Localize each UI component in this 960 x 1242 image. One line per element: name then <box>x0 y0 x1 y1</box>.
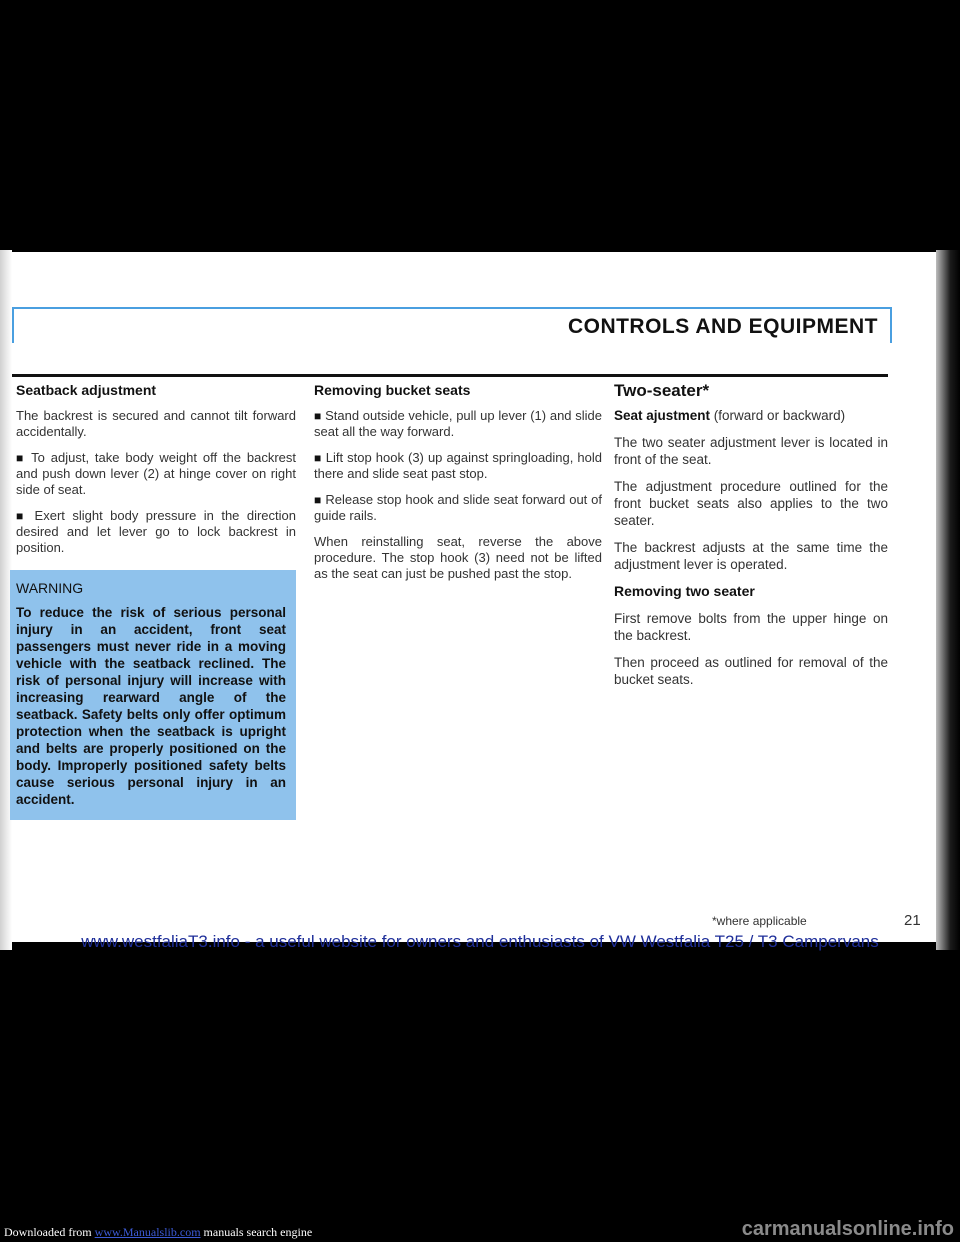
heading-seatback-adjustment: Seatback adjustment <box>16 382 157 398</box>
paragraph-text: Exert slight body pressure in the direction desired and let lever go to lock backrest in position. <box>16 508 296 555</box>
list-item-text: Stand outside vehicle, pull up lever (1) and slide seat all the way forward. <box>314 408 602 439</box>
section-header <box>12 307 892 343</box>
warning-box <box>10 570 296 820</box>
subheading-seat-adjustment <box>614 407 888 424</box>
site-banner-link[interactable]: www.westfaliaT3.info - a useful website for owners and enthusiasts of VW Westfalia T25 / T3 Campervans <box>81 932 879 951</box>
header-rule <box>12 374 888 377</box>
watermark-logo: carmanualsonline.info <box>741 1218 954 1240</box>
bullet-icon: ■ <box>314 409 322 423</box>
paragraph: Then proceed as outlined for removal of the bucket seats. <box>614 655 888 687</box>
list-item-text: Release stop hook and slide seat forward out of guide rails. <box>314 492 602 523</box>
heading-removing-two-seater: Removing two seater <box>614 583 755 599</box>
page-binding-shadow <box>936 250 960 950</box>
warning-text: To reduce the risk of serious personal injury in an accident, front seat passengers must never ride in a moving vehicle with the seatback reclined. The risk of personal injury will increase with increasing rearward angle of the seatback. Safety belts only offer optimum protection when the seatback is upright and belts are properly positioned on the body. Improperly positioned safety belts cause serious personal injury in an accident. <box>16 605 286 807</box>
bullet-icon: ■ <box>16 451 26 465</box>
list-item-text: Lift stop hook (3) up against springloading, hold there and slide seat past stop. <box>314 450 602 481</box>
download-suffix: manuals search engine <box>203 1225 313 1239</box>
footnote: *where applicable <box>712 914 807 928</box>
manualslib-link[interactable]: www.Manualslib.com <box>94 1225 201 1239</box>
column-seatback-adjustment <box>16 382 296 820</box>
paragraph: The backrest adjusts at the same time the adjustment lever is operated. <box>614 540 888 572</box>
bullet-icon: ■ <box>314 493 322 507</box>
bullet-icon: ■ <box>314 451 322 465</box>
column-removing-bucket-seats <box>314 382 602 592</box>
paragraph: When reinstalling seat, reverse the above procedure. The stop hook (3) need not be lifted as the seat can just be pushed past the stop. <box>314 534 602 581</box>
paragraph <box>16 508 296 556</box>
paragraph: The two seater adjustment lever is located in front of the seat. <box>614 435 888 467</box>
warning-title: WARNING <box>16 580 84 596</box>
list-item <box>314 450 602 482</box>
subheading-bold: Seat ajustment <box>614 408 711 423</box>
heading-removing-bucket-seats: Removing bucket seats <box>314 382 471 398</box>
download-credit <box>4 1225 312 1240</box>
page-number: 21 <box>904 912 921 929</box>
paragraph: First remove bolts from the upper hinge on the backrest. <box>614 611 888 643</box>
paragraph-text: To adjust, take body weight off the backrest and push down lever (2) at hinge cover on right side of seat. <box>16 450 297 497</box>
list-item <box>314 492 602 524</box>
paragraph: The adjustment procedure outlined for the front bucket seats also applies to the two seater. <box>614 479 888 528</box>
subheading-note: (forward or backward) <box>713 408 846 423</box>
paragraph <box>16 450 296 498</box>
bullet-icon: ■ <box>16 509 28 523</box>
section-title: CONTROLS AND EQUIPMENT <box>567 315 878 338</box>
paragraph: The backrest is secured and cannot tilt forward accidentally. <box>16 408 296 439</box>
column-two-seater <box>614 382 888 698</box>
list-item <box>314 408 602 440</box>
download-prefix: Downloaded from <box>4 1225 92 1239</box>
heading-two-seater: Two-seater* <box>614 381 710 400</box>
